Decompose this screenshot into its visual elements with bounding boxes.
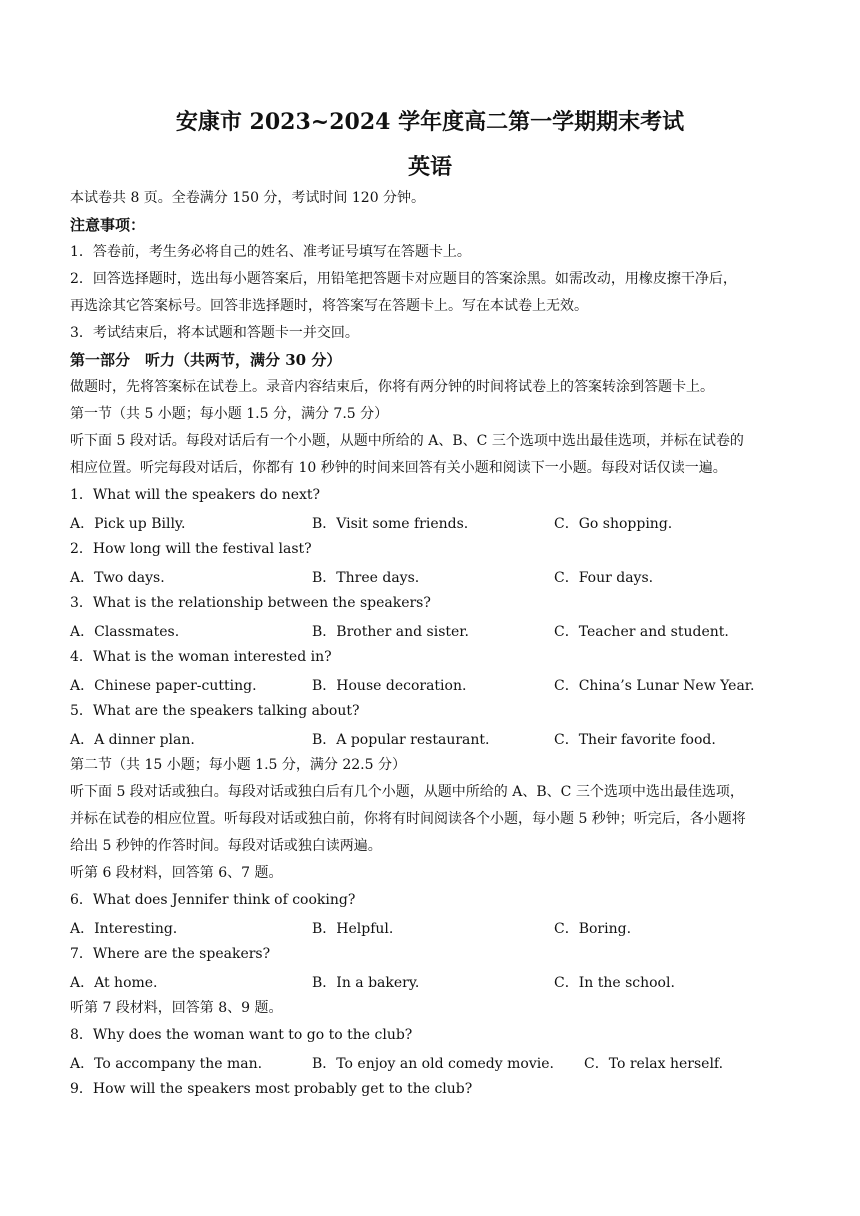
part1-instruction: 做题时，先将答案标在试卷上。录音内容结束后，你将有两分钟的时间将试卷上的答案转涂到答题卡上。	[70, 379, 714, 395]
question-stem: 8．Why does the woman want to go to the club?	[70, 1027, 413, 1043]
option-b: B．A popular restaurant.	[312, 732, 490, 748]
option-a: A．Classmates.	[70, 624, 180, 640]
option-a: A．At home.	[70, 975, 158, 991]
option-b: B．In a bakery.	[312, 975, 420, 991]
section1-heading: 第一节（共 5 小题；每小题 1.5 分，满分 7.5 分）	[70, 406, 389, 422]
notice-item: 1．答卷前，考生务必将自己的姓名、准考证号填写在答题卡上。	[70, 244, 471, 260]
section2-instruction: 并标在试卷的相应位置。听每段对话或独白前，你将有时间阅读各个小题，每小题 5 秒钟；听完后，各小题将	[70, 811, 746, 827]
notice-item: 3．考试结束后，将本试题和答题卡一并交回。	[70, 325, 359, 341]
option-c: C．To relax herself.	[584, 1056, 724, 1072]
option-c: C．Teacher and student.	[554, 624, 729, 640]
question-stem: 3．What is the relationship between the speakers?	[70, 595, 431, 611]
option-c: C．Four days.	[554, 570, 654, 586]
option-a: A．Interesting.	[70, 921, 178, 937]
option-c: C．Boring.	[554, 921, 632, 937]
option-b: B．Brother and sister.	[312, 624, 469, 640]
option-a: A．To accompany the man.	[70, 1056, 263, 1072]
question-stem: 9．How will the speakers most probably get to the club?	[70, 1081, 473, 1097]
question-stem: 1．What will the speakers do next?	[70, 487, 321, 503]
option-a: A．Pick up Billy.	[70, 516, 186, 532]
material-note: 听第 6 段材料，回答第 6、7 题。	[70, 865, 283, 881]
section2-heading: 第二节（共 15 小题；每小题 1.5 分，满分 22.5 分）	[70, 757, 406, 773]
option-c: C．Go shopping.	[554, 516, 673, 532]
section2-instruction: 听下面 5 段对话或独白。每段对话或独白后有几个小题，从题中所给的 A、B、C 三个选项中选出最佳选项，	[70, 784, 744, 800]
question-stem: 2．How long will the festival last?	[70, 541, 312, 557]
option-b: B．House decoration.	[312, 678, 467, 694]
subject-title: 英语	[407, 154, 452, 180]
option-a: A．A dinner plan.	[70, 732, 195, 748]
exam-title: 安康市 2023~2024 学年度高二第一学期期末考试	[175, 109, 685, 135]
option-b: B．Visit some friends.	[312, 516, 469, 532]
option-b: B．Three days.	[312, 570, 420, 586]
option-b: B．To enjoy an old comedy movie.	[312, 1056, 554, 1072]
part1-heading: 第一部分 听力（共两节，满分 30 分）	[70, 351, 342, 369]
question-stem: 5．What are the speakers talking about?	[70, 703, 360, 719]
section2-instruction: 给出 5 秒钟的作答时间。每段对话或独白读两遍。	[70, 838, 382, 854]
notice-item: 2．回答选择题时，选出每小题答案后，用铅笔把答题卡对应题目的答案涂黑。如需改动，用橡皮擦干净后，	[70, 271, 737, 287]
exam-meta: 本试卷共 8 页。全卷满分 150 分，考试时间 120 分钟。	[70, 190, 426, 206]
question-stem: 7．Where are the speakers?	[70, 946, 271, 962]
option-a: A．Chinese paper-cutting.	[70, 678, 257, 694]
option-a: A．Two days.	[70, 570, 165, 586]
section1-instruction: 听下面 5 段对话。每段对话后有一个小题，从题中所给的 A、B、C 三个选项中选出最佳选项，并标在试卷的	[70, 433, 744, 449]
option-c: C．Their favorite food.	[554, 732, 716, 748]
notice-item: 再选涂其它答案标号。回答非选择题时，将答案写在答题卡上。写在本试卷上无效。	[70, 298, 588, 314]
option-b: B．Helpful.	[312, 921, 394, 937]
notice-heading: 注意事项：	[70, 216, 146, 234]
question-stem: 4．What is the woman interested in?	[70, 649, 332, 665]
material-note: 听第 7 段材料，回答第 8、9 题。	[70, 1000, 283, 1016]
section1-instruction: 相应位置。听完每段对话后，你都有 10 秒钟的时间来回答有关小题和阅读下一小题。每段对话仅读一遍。	[70, 460, 727, 476]
option-c: C．China’s Lunar New Year.	[554, 678, 755, 694]
option-c: C．In the school.	[554, 975, 675, 991]
question-stem: 6．What does Jennifer think of cooking?	[70, 892, 356, 908]
